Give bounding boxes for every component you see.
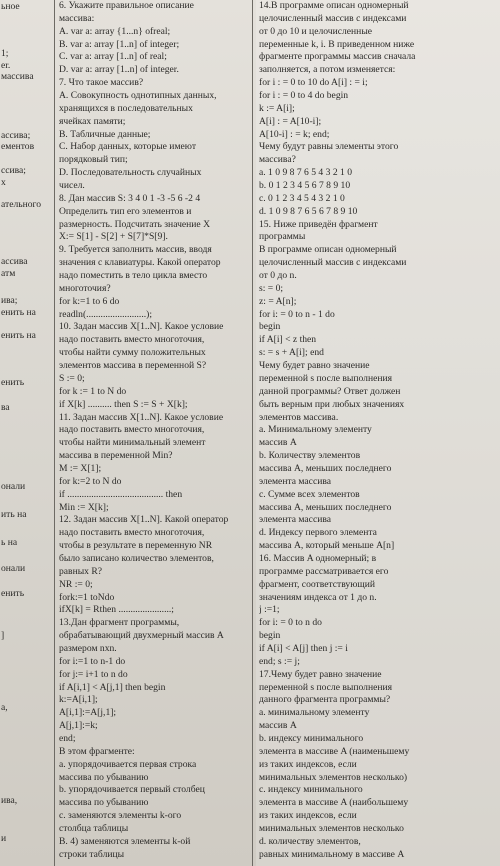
right-text-line: d. количеству элементов, [259, 835, 361, 847]
right-text-line: от 0 до 10 и целочисленные [259, 25, 373, 37]
middle-text-line: 10. Задан массив X[1..N]. Какое условие [59, 321, 224, 333]
right-text-line: массив A [259, 720, 297, 732]
middle-text-line: равных R? [59, 565, 103, 577]
right-text-line: массива A, меньших последнего [259, 501, 392, 513]
right-text-line: k := A[i]; [259, 102, 295, 114]
left-fragment: ва [1, 402, 10, 413]
right-text-line: программе рассматривается его [259, 565, 389, 577]
right-text-line: b. 0 1 2 3 4 5 6 7 8 9 10 [259, 180, 351, 192]
left-fragment: er. [1, 60, 11, 71]
left-fragment: ассива [1, 256, 28, 267]
left-fragment: ательного [1, 199, 42, 210]
left-fragment: ьное [1, 1, 20, 12]
middle-question-column [56, 0, 253, 866]
middle-text-line: 11. Задан массив X[1..N]. Какое условие [59, 411, 224, 423]
left-fragment: енить [1, 377, 25, 388]
middle-text-line: for i:=1 to n-1 do [59, 655, 126, 667]
middle-text-line: надо поставить вместо многоточия, [59, 424, 205, 436]
right-text-line: Чему будет равно значение [259, 360, 370, 372]
left-fragment: ива, [1, 795, 18, 806]
middle-text-line: A[i,1]:=A[j,1]; [59, 707, 117, 719]
left-fragment: массива [1, 71, 34, 82]
middle-text-line: if X[k] .......... then S := S + X[k]; [59, 398, 188, 410]
right-text-line: заполняется, а потом изменяется: [259, 64, 396, 76]
right-text-line: if A[i] < A[j] then j := i [259, 642, 348, 654]
right-text-line: массива A, меньших последнего [259, 462, 392, 474]
middle-text-line: размером nxn. [59, 642, 117, 654]
middle-text-line: C. var a: array [1..n] of real; [59, 51, 167, 63]
middle-text-line: b. упорядочивается первый столбец [59, 784, 205, 796]
middle-text-line: надо поставить вместо многоточия, [59, 334, 205, 346]
left-fragment: ить на [1, 509, 27, 520]
middle-text-line: чтобы найти минимальный элемент [59, 437, 206, 449]
right-text-line: a. минимальному элементу [259, 707, 370, 719]
right-text-line: 17.Чему будет равно значение [259, 668, 382, 680]
middle-text-line: порядковый тип; [59, 154, 128, 166]
middle-text-line: размерность. Подсчитать значение X [59, 218, 211, 230]
left-cropped-column [0, 0, 55, 866]
middle-text-line: B. var a: array [1..n] of integer; [59, 38, 180, 50]
right-text-line: данной программы? Ответ должен [259, 385, 401, 397]
right-text-line: 16. Массив A одномерный; в [259, 552, 377, 564]
right-text-line: переменной s после выполнения [259, 372, 393, 384]
right-text-line: целочисленный массив с индексами [259, 12, 407, 24]
right-text-line: элементов массива. [259, 411, 339, 423]
right-text-line: b. Количеству элементов [259, 450, 361, 462]
middle-text-line: M := X[1]; [59, 462, 102, 474]
middle-text-line: обрабатывающий двухмерный массив A [59, 630, 224, 642]
middle-text-line: ifX[k] = Rthen ......................; [59, 604, 174, 616]
middle-text-line: c. заменяются элементы k-ого [59, 810, 182, 822]
middle-text-line: хранящихся в последовательных [59, 102, 193, 114]
right-text-line: d. 1 0 9 8 7 6 5 6 7 8 9 10 [259, 205, 358, 217]
left-fragment: ементов [1, 141, 35, 152]
middle-text-line: 7. Что такое массив? [59, 77, 144, 89]
right-text-line: массив A [259, 437, 297, 449]
right-text-line: элемента в массиве A (наибольшему [259, 797, 409, 809]
middle-text-line: A. Совокупность однотипных данных, [59, 90, 217, 102]
middle-text-line: Определить тип его элементов и [59, 205, 192, 217]
right-text-line: s: = s + A[i]; end [259, 347, 324, 359]
middle-text-line: 8. Дан массив S: 3 4 0 1 -3 -5 6 -2 4 [59, 192, 201, 204]
middle-text-line: 12. Задан массив X[1..N]. Какой оператор [59, 514, 229, 526]
left-fragment: ассива; [1, 130, 31, 141]
left-fragment: енить [1, 588, 25, 599]
middle-text-line: чтобы найти сумму положительных [59, 347, 206, 359]
middle-text-line: fork:=1 toNdo [59, 591, 115, 603]
middle-text-line: end; [59, 732, 76, 744]
right-text-line: for i: = 0 to n - 1 do [259, 308, 335, 320]
middle-text-line: NR := 0; [59, 578, 93, 590]
middle-text-line: readln(.........................); [59, 308, 152, 320]
right-text-line: 15. Ниже приведён фрагмент [259, 218, 378, 230]
right-text-line: минимальных элементов несколько) [259, 771, 408, 783]
right-text-line: фрагмент, соответствующий [259, 578, 376, 590]
middle-text-line: 13.Дан фрагмент программы, [59, 617, 180, 629]
right-text-line: В программе описан одномерный [259, 244, 397, 256]
middle-text-line: D. var a: array [1..n] of integer. [59, 64, 179, 76]
middle-text-line: X:= S[1] - S[2] + S[7]*S[9]. [59, 231, 168, 243]
right-text-line: a. 1 0 9 8 7 6 5 4 3 2 1 0 [259, 167, 353, 179]
middle-text-line: ячейках памяти; [59, 115, 126, 127]
right-question-column [256, 0, 500, 866]
right-text-line: элемента массива [259, 475, 331, 487]
left-fragment: ссива; [1, 165, 26, 176]
left-fragment: и [1, 833, 7, 844]
middle-text-line: for k:=2 to N do [59, 475, 122, 487]
left-fragment: онали [1, 563, 26, 574]
right-text-line: 14.В программе описан одномерный [259, 0, 409, 11]
right-text-line: равных минимальному в массиве A [259, 848, 405, 860]
middle-text-line: k:=A[i,1]; [59, 694, 98, 706]
middle-text-line: значения с клавиатуры. Какой оператор [59, 257, 221, 269]
right-text-line: программы [259, 231, 306, 243]
middle-text-line: if ........................................ then [59, 488, 183, 500]
right-text-line: фрагменте программы массив сначала [259, 51, 416, 63]
right-text-line: массива? [259, 154, 296, 166]
right-text-line: элемента массива [259, 514, 331, 526]
middle-text-line: A[j,1]:=k; [59, 720, 98, 732]
middle-text-line: надо поместить в тело цикла вместо [59, 270, 208, 282]
right-text-line: целочисленный массив с индексами [259, 257, 407, 269]
right-text-line: элемента в массиве A (наименьшему [259, 745, 410, 757]
left-fragment: ] [1, 630, 5, 641]
middle-text-line: a. упорядочивается первая строка [59, 758, 197, 770]
right-text-line: begin [259, 321, 281, 333]
right-text-line: end; s := j; [259, 655, 300, 667]
right-text-line: минимальных элементов несколько [259, 823, 404, 834]
left-fragment: енить на [1, 330, 36, 341]
right-text-line: Чему будут равны элементы этого [259, 141, 399, 153]
middle-text-line: элементов массива в переменной S? [59, 360, 207, 372]
right-text-line: for i: = 0 to n do [259, 617, 322, 629]
middle-text-line: было записано количество элементов, [59, 552, 214, 564]
middle-text-line: массива в переменной Min? [59, 450, 173, 462]
right-text-line: переменные k, i. В приведенном ниже [259, 38, 415, 50]
left-fragment: атм [1, 268, 16, 279]
middle-text-line: for k := 1 to N do [59, 385, 127, 397]
right-text-line: for i : = 0 to 10 do A[i] : = i; [259, 77, 368, 89]
middle-text-line: 6. Укажите правильное описание [59, 0, 194, 11]
middle-text-line: Min := X[k]; [59, 501, 109, 513]
right-text-line: быть верным при любых значениях [259, 398, 405, 410]
middle-text-line: чисел. [59, 180, 85, 192]
right-text-line: j :=1; [259, 604, 280, 616]
right-text-line: begin [259, 630, 281, 642]
middle-text-line: S := 0; [59, 372, 85, 384]
middle-text-line: многоточия? [59, 282, 111, 294]
middle-text-line: C. Набор данных, которые имеют [59, 141, 197, 153]
middle-text-line: D. Последовательность случайных [59, 167, 202, 179]
right-text-line: b. индексу минимального [259, 732, 364, 744]
middle-text-line: строки таблицы [59, 848, 125, 860]
middle-text-line: if A[i,1] < A[j,1] then begin [59, 681, 166, 693]
right-text-line: if A[i] < z then [259, 334, 317, 346]
right-text-line: a. Минимальному элементу [259, 424, 372, 436]
right-text-line: значениям индекса от 1 до n. [259, 591, 377, 603]
right-text-line: из таких индексов, если [259, 810, 357, 822]
middle-text-line: for k:=1 to 6 do [59, 295, 120, 307]
right-text-line: c. индексу минимального [259, 784, 363, 796]
middle-text-line: B. 4) заменяются элементы k-ой [59, 835, 191, 847]
right-text-line: данного фрагмента программы? [259, 694, 391, 706]
right-text-line: z: = A[n]; [259, 295, 297, 307]
middle-text-line: B. Табличные данные; [59, 128, 151, 140]
left-fragment: а, [1, 702, 8, 713]
right-text-line: c. 0 1 2 3 4 5 4 3 2 1 0 [259, 192, 345, 204]
right-text-line: от 0 до n. [259, 270, 297, 282]
left-fragment: х [1, 177, 6, 188]
left-fragment: енить на [1, 307, 36, 318]
right-text-line: for i : = 0 to 4 do begin [259, 90, 349, 102]
right-text-line: массива A, который меньше A[n] [259, 540, 395, 552]
left-fragment: 1; [1, 48, 9, 59]
middle-text-line: массива по убыванию [59, 797, 149, 809]
middle-text-line: массива по убыванию [59, 771, 149, 783]
left-fragment: ь на [1, 537, 18, 548]
right-text-line: из таких индексов, если [259, 758, 357, 770]
right-text-line: A[i] : = A[10-i]; [259, 115, 322, 127]
right-text-line: переменной s после выполнения [259, 681, 393, 693]
middle-text-line: A. var a: array {1...n} ofreal; [59, 25, 171, 37]
middle-text-line: массива: [59, 12, 95, 24]
middle-text-line: столбца таблицы [59, 823, 129, 834]
right-text-line: A[10-i] : = k; end; [259, 128, 330, 140]
middle-text-line: В этом фрагменте: [59, 745, 135, 757]
middle-text-line: надо поставить вместо многоточия, [59, 527, 205, 539]
left-fragment: онали [1, 481, 26, 492]
middle-text-line: чтобы в результате в переменную NR [59, 540, 213, 552]
right-text-line: c. Сумме всех элементов [259, 488, 360, 500]
right-text-line: d. Индексу первого элемента [259, 527, 377, 539]
left-fragment: ива; [1, 295, 18, 306]
middle-text-line: for j:= i+1 to n do [59, 668, 128, 680]
middle-text-line: 9. Требуется заполнить массив, вводя [59, 244, 212, 256]
right-text-line: s: = 0; [259, 282, 284, 294]
